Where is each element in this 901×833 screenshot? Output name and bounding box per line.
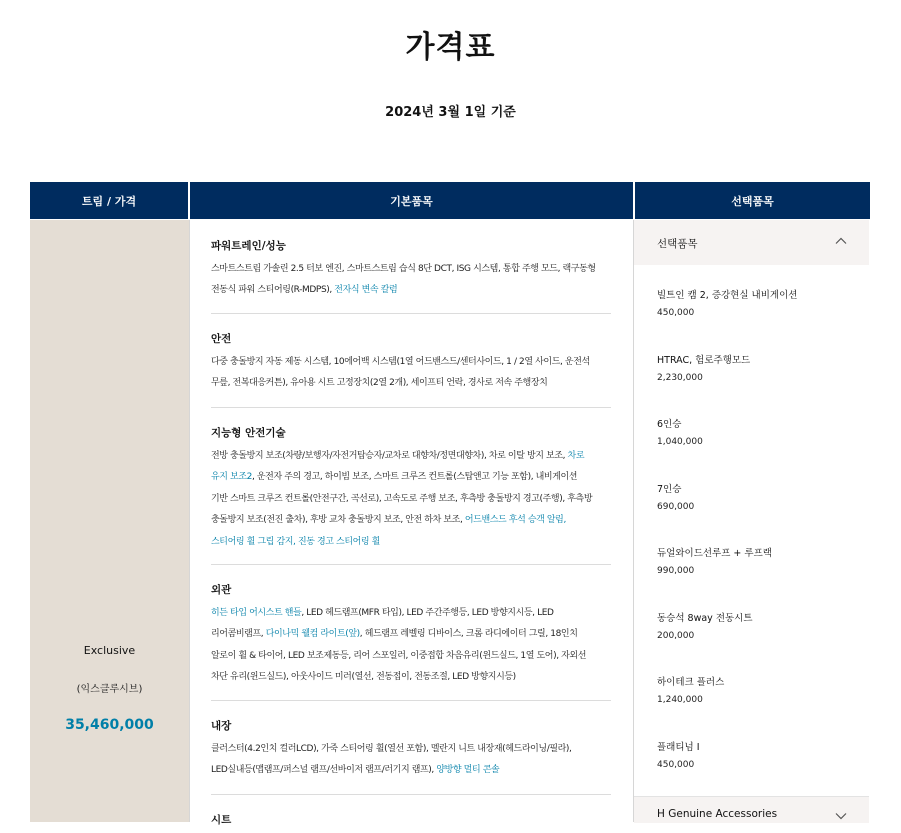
option-item-name: 듀얼와이드선루프 + 루프랙 bbox=[657, 548, 772, 559]
option-item[interactable] bbox=[657, 287, 857, 318]
header-option-items: 선택품목 bbox=[635, 182, 870, 219]
option-accordion-title: 선택품목 bbox=[657, 238, 698, 250]
highlighted-feature-text: 유지 보조2 bbox=[211, 472, 252, 483]
basic-section-title: 지능형 안전기술 bbox=[211, 427, 286, 439]
option-item-price: 1,040,000 bbox=[657, 437, 703, 447]
basic-section bbox=[211, 582, 611, 689]
basic-section-line bbox=[211, 467, 611, 488]
basic-section bbox=[211, 331, 611, 395]
highlighted-feature-text: 다이나믹 웰컴 라이트(앞) bbox=[265, 629, 360, 640]
basic-section-body bbox=[211, 603, 611, 689]
header-basic-items: 기본품목 bbox=[190, 182, 633, 219]
feature-text: 차단 유리(윈드실드), 아웃사이드 미러(열선, 전동접이, 전동조절, LED 방향지시등) bbox=[211, 672, 516, 683]
option-item[interactable] bbox=[657, 481, 857, 512]
option-item[interactable] bbox=[657, 545, 857, 576]
basic-section-line bbox=[211, 739, 611, 760]
feature-text: LED실내등(맵램프/퍼스널 램프/선바이저 램프/러기지 램프), bbox=[211, 765, 437, 776]
basic-section-line bbox=[211, 352, 611, 373]
basic-section-line bbox=[211, 280, 611, 301]
feature-text: 전동식 파워 스티어링(R-MDPS), bbox=[211, 285, 335, 296]
option-item-name: 6인승 bbox=[657, 419, 682, 430]
basic-section-line bbox=[211, 532, 611, 553]
page-title: 가격표 bbox=[405, 30, 496, 65]
highlighted-feature-text: 어드밴스드 후석 승객 알림, bbox=[464, 515, 566, 526]
option-item-price: 990,000 bbox=[657, 566, 695, 576]
trim-name-korean: (익스클루시브) bbox=[76, 684, 143, 695]
feature-text: , 운전자 주의 경고, 하이빔 보조, 스마트 크루즈 컨트롤(스탑앤고 기능 포함), 내비게이션 bbox=[251, 472, 578, 483]
option-item-price: 1,240,000 bbox=[657, 695, 703, 705]
basic-section-line bbox=[211, 646, 611, 667]
section-divider bbox=[211, 700, 611, 701]
chevron-up-icon[interactable] bbox=[835, 235, 847, 247]
basic-section-line bbox=[211, 667, 611, 688]
column-divider bbox=[189, 220, 190, 822]
basic-section-title: 시트 bbox=[211, 814, 232, 826]
section-divider bbox=[211, 407, 611, 408]
option-item-price: 2,230,000 bbox=[657, 372, 703, 383]
feature-text: 리어콤비램프, bbox=[211, 629, 266, 640]
option-item-name: 빌트인 캠 2, 증강현실 내비게이션 bbox=[657, 290, 798, 301]
basic-section-title: 파워트레인/성능 bbox=[211, 240, 286, 252]
basic-section-line bbox=[211, 446, 611, 467]
section-divider bbox=[211, 794, 611, 795]
highlighted-feature-text: 스티어링 휠 그립 감지, 진동 경고 스티어링 휠 bbox=[211, 536, 380, 547]
basic-section bbox=[211, 812, 611, 833]
basic-section-line bbox=[211, 510, 611, 531]
option-item-price: 200,000 bbox=[657, 630, 695, 641]
feature-text: 기반 스마트 크루즈 컨트롤(안전구간, 곡선로), 고속도로 주행 보조, 후측방 충돌방지 경고(주행), 후측방 bbox=[211, 493, 593, 504]
basic-section-line bbox=[211, 373, 611, 394]
basic-section-body bbox=[211, 446, 611, 553]
basic-section-line bbox=[211, 489, 611, 510]
basic-section-title: 안전 bbox=[211, 333, 232, 345]
price-table bbox=[30, 182, 870, 826]
feature-text: 무릎, 전복대응커튼), 유아용 시트 고정장치(2열 2개), 세이프티 언락, 경사로 저속 주행장치 bbox=[211, 378, 548, 389]
option-item[interactable] bbox=[657, 416, 857, 447]
feature-text: 알로이 휠 & 타이어, LED 보조제동등, 리어 스포일러, 이중접합 차음유리(윈드실드, 1열 도어), 자외선 bbox=[211, 650, 587, 661]
feature-text: 전방 충돌방지 보조(차량/보행자/자전거탑승자/교차로 대향차/정면대향차), 차로 이탈 방지 보조, bbox=[211, 451, 568, 461]
section-divider bbox=[211, 564, 611, 565]
option-item-name: 플래티넘 I bbox=[657, 741, 700, 753]
option-item-name: 7인승 bbox=[657, 483, 682, 495]
option-accordion-header[interactable] bbox=[634, 220, 869, 265]
price-date-note: 2024년 3월 1일 기준 bbox=[385, 105, 516, 120]
feature-text: 충돌방지 보조(전진 출차), 후방 교차 충돌방지 보조, 안전 하차 보조, bbox=[211, 515, 465, 526]
highlighted-feature-text: 차로 bbox=[567, 451, 585, 461]
option-item[interactable] bbox=[657, 352, 857, 383]
header-trim-price: 트림 / 가격 bbox=[30, 182, 188, 219]
basic-section bbox=[211, 718, 611, 782]
option-items-column bbox=[634, 220, 869, 822]
option-item-price: 690,000 bbox=[657, 501, 695, 512]
option-item[interactable] bbox=[657, 610, 857, 641]
basic-section-line bbox=[211, 760, 611, 781]
highlighted-feature-text: 전자식 변속 칼럼 bbox=[334, 285, 398, 296]
basic-section bbox=[211, 238, 611, 302]
option-item-price: 450,000 bbox=[657, 759, 695, 770]
section-divider bbox=[211, 313, 611, 314]
feature-text: 다중 충돌방지 자동 제동 시스템, 10에어백 시스템(1열 어드밴스드/센터사이드, 1 / 2열 사이드, 운전석 bbox=[211, 357, 590, 367]
trim-name: Exclusive bbox=[83, 644, 136, 657]
basic-section-body bbox=[211, 352, 611, 395]
basic-section-line bbox=[211, 259, 611, 280]
basic-section bbox=[211, 425, 611, 553]
trim-price: 35,460,000 bbox=[65, 717, 154, 733]
option-item-name: HTRAC, 험로주행모드 bbox=[657, 354, 751, 366]
option-item[interactable] bbox=[657, 739, 857, 770]
accessories-accordion-title: H Genuine Accessories bbox=[657, 808, 778, 820]
chevron-down-icon[interactable] bbox=[835, 810, 847, 822]
basic-section-body bbox=[211, 259, 611, 302]
basic-section-body bbox=[211, 739, 611, 782]
highlighted-feature-text: 히든 타입 어시스트 핸들 bbox=[211, 608, 302, 618]
basic-section-title: 내장 bbox=[211, 720, 232, 732]
option-item-price: 450,000 bbox=[657, 308, 695, 318]
option-item-name: 하이테크 플러스 bbox=[657, 677, 725, 688]
option-item-name: 동승석 8way 전동시트 bbox=[657, 612, 753, 624]
feature-text: , 헤드램프 레벨링 디바이스, 크롬 라디에이터 그릴, 18인치 bbox=[359, 629, 578, 640]
feature-text: 스마트스트림 가솔린 2.5 터보 엔진, 스마트스트림 습식 8단 DCT, ISG 시스템, 통합 주행 모드, 랙구동형 bbox=[211, 264, 596, 274]
feature-text: , LED 헤드램프(MFR 타입), LED 주간주행등, LED 방향지시등, LED bbox=[301, 608, 554, 618]
basic-section-line bbox=[211, 603, 611, 624]
basic-section-title: 외관 bbox=[211, 584, 232, 596]
feature-text: 클러스터(4.2인치 컬러LCD), 가죽 스티어링 휠(열선 포함), 멜란지 니트 내장재(헤드라이닝/필라), bbox=[211, 744, 572, 754]
option-item[interactable] bbox=[657, 674, 857, 705]
accessories-accordion-header[interactable] bbox=[634, 796, 869, 823]
highlighted-feature-text: 양방향 멀티 콘솔 bbox=[436, 765, 500, 776]
basic-section-line bbox=[211, 624, 611, 645]
trim-column bbox=[30, 220, 189, 822]
